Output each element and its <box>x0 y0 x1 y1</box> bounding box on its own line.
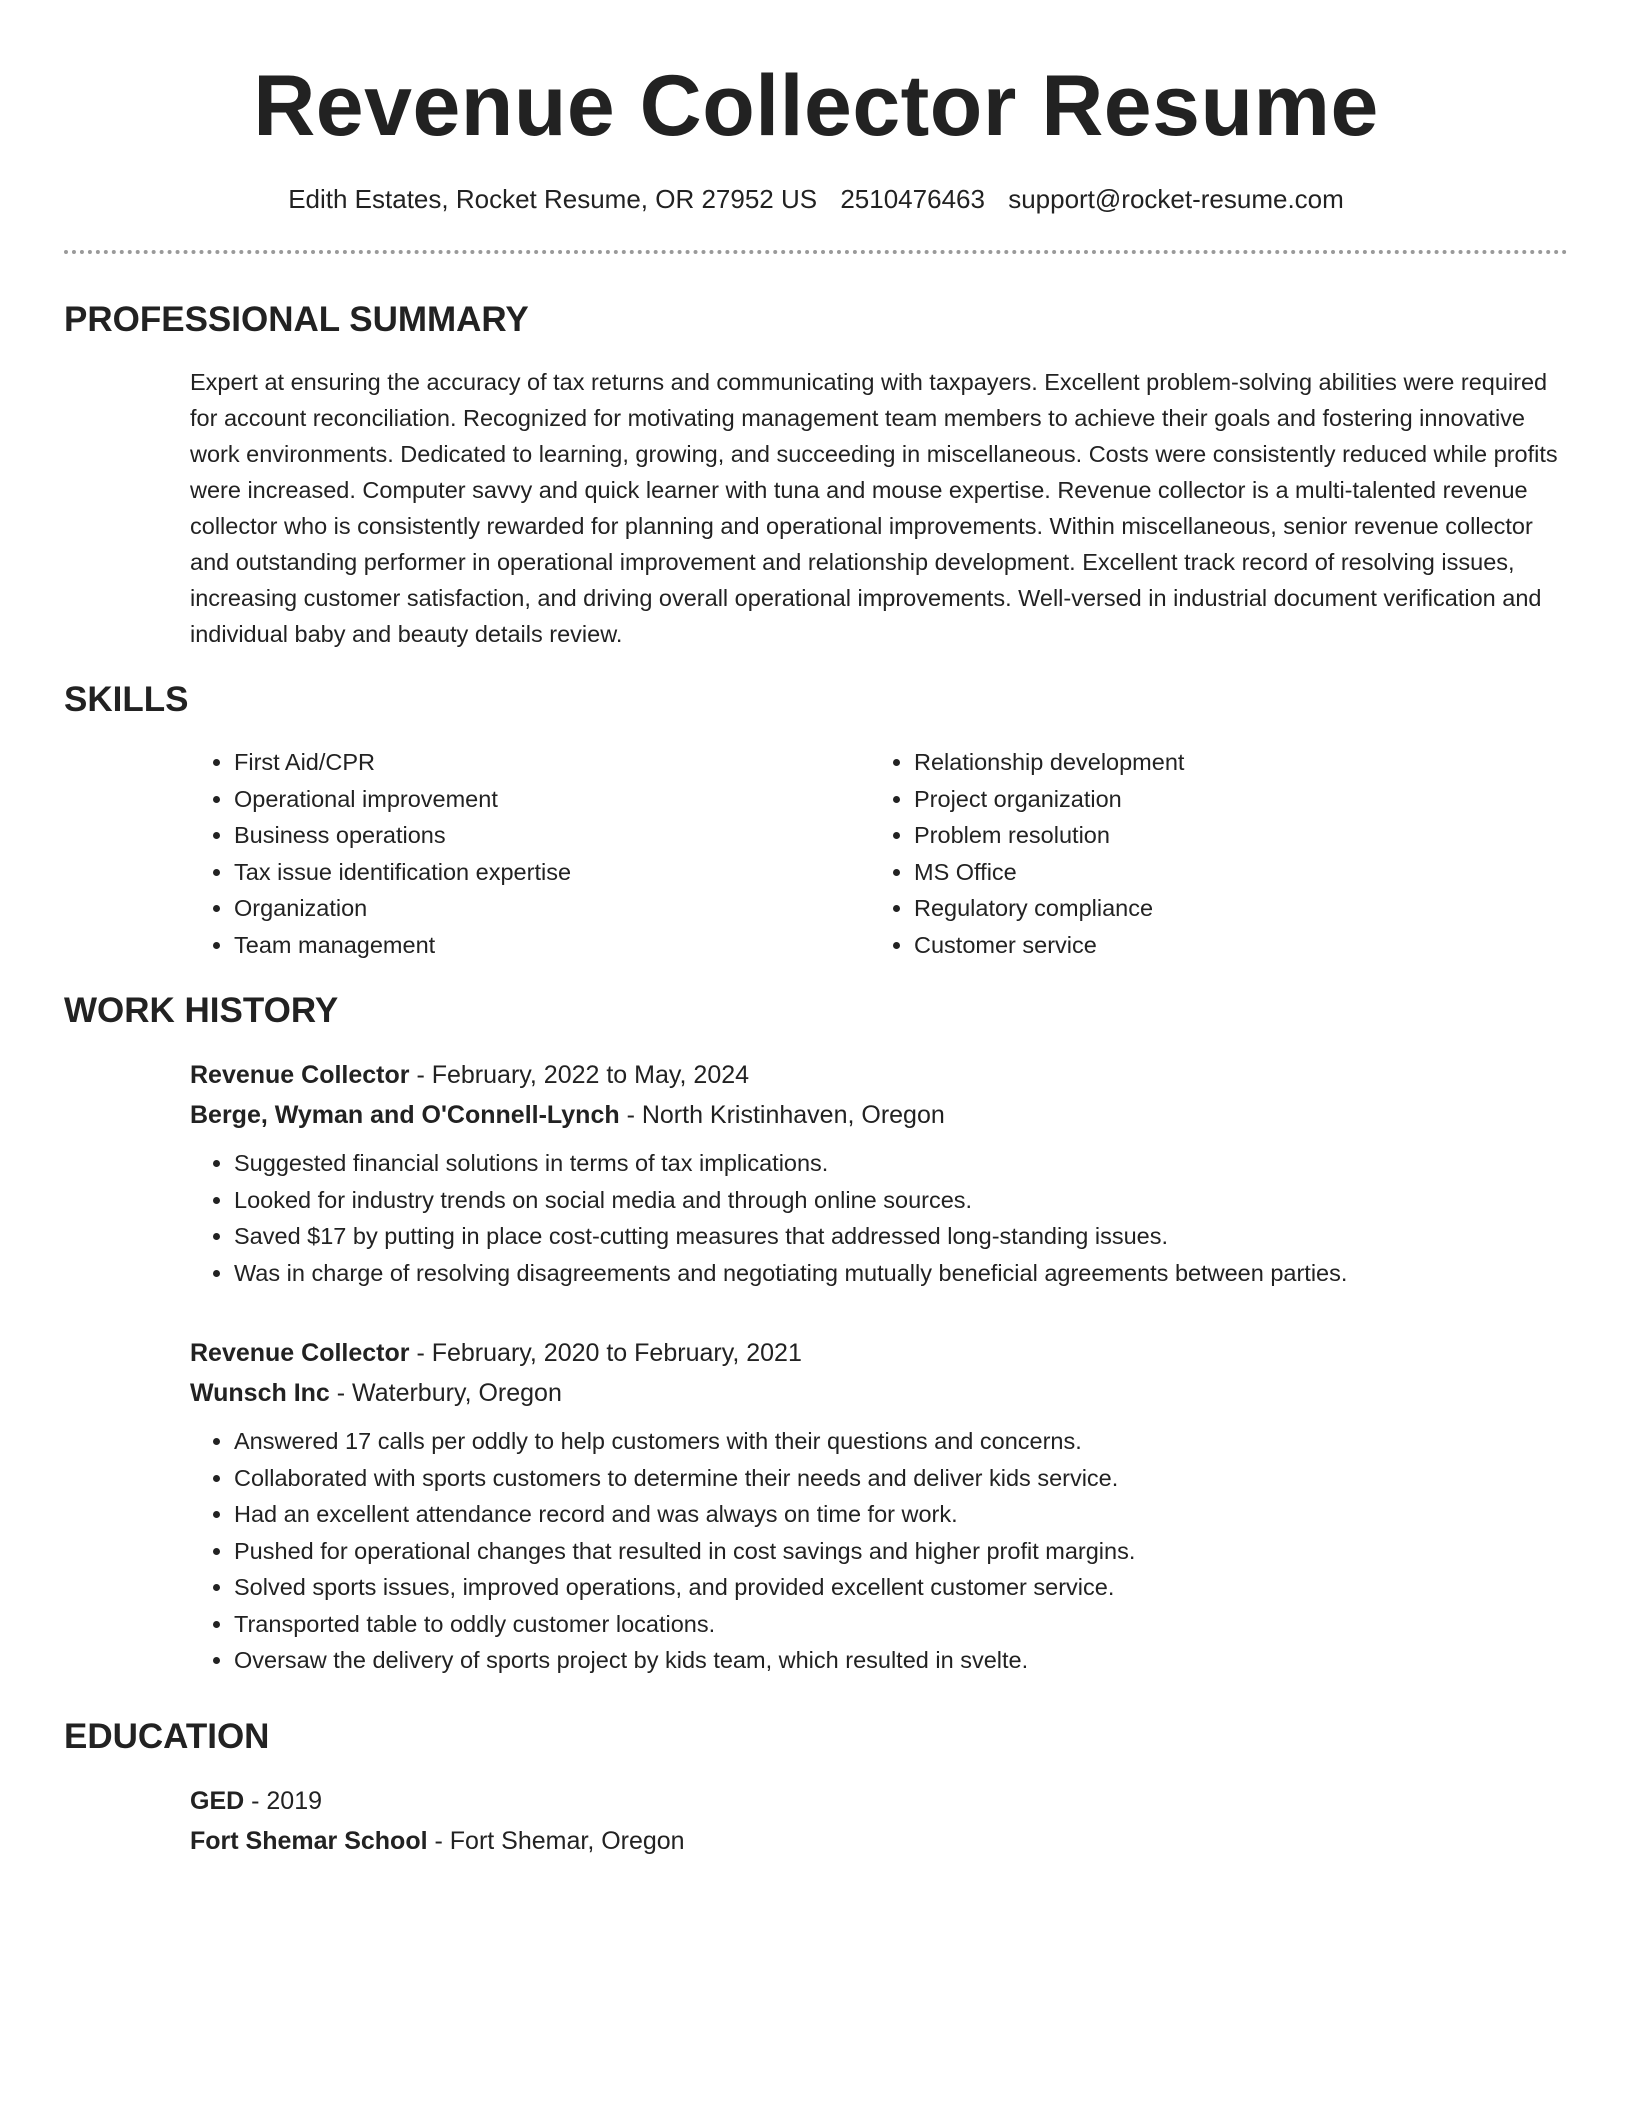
skill-item: • Team management <box>234 927 870 964</box>
job-dates: - February, 2020 to February, 2021 <box>409 1339 802 1367</box>
skill-item: • Problem resolution <box>914 817 1550 854</box>
contact-email: support@rocket-resume.com <box>1008 184 1344 214</box>
skill-item: • Regulatory compliance <box>914 890 1550 927</box>
job-bullets <box>190 1145 1568 1291</box>
job-company: Wunsch Inc <box>190 1379 330 1407</box>
job-entry <box>190 1055 1568 1291</box>
job-bullets <box>190 1423 1568 1679</box>
job-bullet: • Suggested financial solutions in terms of tax implications. <box>234 1145 1568 1182</box>
education-degree: GED <box>190 1786 245 1815</box>
job-bullet: • Collaborated with sports customers to determine their needs and deliver kids service. <box>234 1460 1568 1497</box>
job-location: - Waterbury, Oregon <box>329 1379 562 1407</box>
job-bullet: • Had an excellent attendance record and was always on time for work. <box>234 1496 1568 1533</box>
education-year: - 2019 <box>244 1786 323 1815</box>
work-history-section <box>64 1055 1568 1679</box>
job-title: Revenue Collector <box>190 1339 410 1367</box>
skill-item: • Organization <box>234 890 870 927</box>
contact-phone: 2510476463 <box>840 184 985 214</box>
job-company-line <box>190 1095 1568 1135</box>
education-heading: EDUCATION <box>64 1716 270 1756</box>
skill-item: • Customer service <box>914 927 1550 964</box>
job-title-line <box>190 1333 1568 1373</box>
job-entry <box>190 1333 1568 1679</box>
job-company-line <box>190 1373 1568 1413</box>
job-bullet: • Looked for industry trends on social media and through online sources. <box>234 1182 1568 1219</box>
job-location: - North Kristinhaven, Oregon <box>619 1101 945 1129</box>
job-bullet: • Was in charge of resolving disagreements and negotiating mutually beneficial agreements between parties. <box>234 1255 1568 1292</box>
skills-list-left <box>190 744 870 963</box>
header-divider <box>64 250 1568 254</box>
skill-item: • Business operations <box>234 817 870 854</box>
education-school: Fort Shemar School <box>190 1826 428 1855</box>
skills-list-right <box>870 744 1550 963</box>
job-bullet: • Solved sports issues, improved operations, and provided excellent customer service. <box>234 1569 1568 1606</box>
education-entry <box>190 1781 1568 1861</box>
job-title-line <box>190 1055 1568 1095</box>
contact-line <box>64 182 1568 216</box>
job-company: Berge, Wyman and O'Connell-Lynch <box>190 1101 620 1129</box>
skill-item: • Operational improvement <box>234 781 870 818</box>
job-dates: - February, 2022 to May, 2024 <box>409 1061 750 1089</box>
skills-heading: SKILLS <box>64 680 189 719</box>
job-bullet: • Saved $17 by putting in place cost-cutting measures that addressed long-standing issues. <box>234 1218 1568 1255</box>
skill-item: • Relationship development <box>914 744 1550 781</box>
summary-heading: PROFESSIONAL SUMMARY <box>64 300 529 339</box>
job-bullet: • Pushed for operational changes that resulted in cost savings and higher profit margins. <box>234 1533 1568 1570</box>
job-bullet: • Oversaw the delivery of sports project by kids team, which resulted in svelte. <box>234 1642 1568 1679</box>
job-bullet: • Transported table to oddly customer locations. <box>234 1606 1568 1643</box>
education-section <box>64 1781 1568 1861</box>
education-school-line <box>190 1821 1568 1861</box>
contact-address: Edith Estates, Rocket Resume, OR 27952 US <box>288 184 818 214</box>
skills-grid <box>190 744 1568 963</box>
education-location: - Fort Shemar, Oregon <box>427 1826 685 1855</box>
skills-column-left <box>190 744 870 963</box>
education-degree-line <box>190 1781 1568 1821</box>
skill-item: • MS Office <box>914 854 1550 891</box>
skill-item: • Project organization <box>914 781 1550 818</box>
skill-item: • First Aid/CPR <box>234 744 870 781</box>
skills-column-right <box>870 744 1550 963</box>
job-bullet: • Answered 17 calls per oddly to help customers with their questions and concerns. <box>234 1423 1568 1460</box>
page-title: Revenue Collector Resume <box>253 58 1379 154</box>
job-title: Revenue Collector <box>190 1061 410 1089</box>
summary-text: Expert at ensuring the accuracy of tax returns and communicating with taxpayers. Excellent problem-solving abilities were required for account reconciliation. Recognized for motivating management team members to achieve their goals and fostering innovative work environments. Dedicated to learning, growing, and succeeding in miscellaneous. Costs were consistently reduced while profits were increased. Computer savvy and quick learner with tuna and mouse expertise. Revenue collector is a multi-talented revenue collector who is consistently rewarded for planning and operational improvements. Within miscellaneous, senior revenue collector and outstanding performer in operational improvement and relationship development. Excellent track record of resolving issues, increasing customer satisfaction, and driving overall operational improvements. Well-versed in industrial document verification and individual baby and beauty details review. <box>190 369 1558 647</box>
skills-section <box>64 744 1568 963</box>
work-history-heading: WORK HISTORY <box>64 991 339 1030</box>
skill-item: • Tax issue identification expertise <box>234 854 870 891</box>
summary-section <box>64 364 1568 652</box>
